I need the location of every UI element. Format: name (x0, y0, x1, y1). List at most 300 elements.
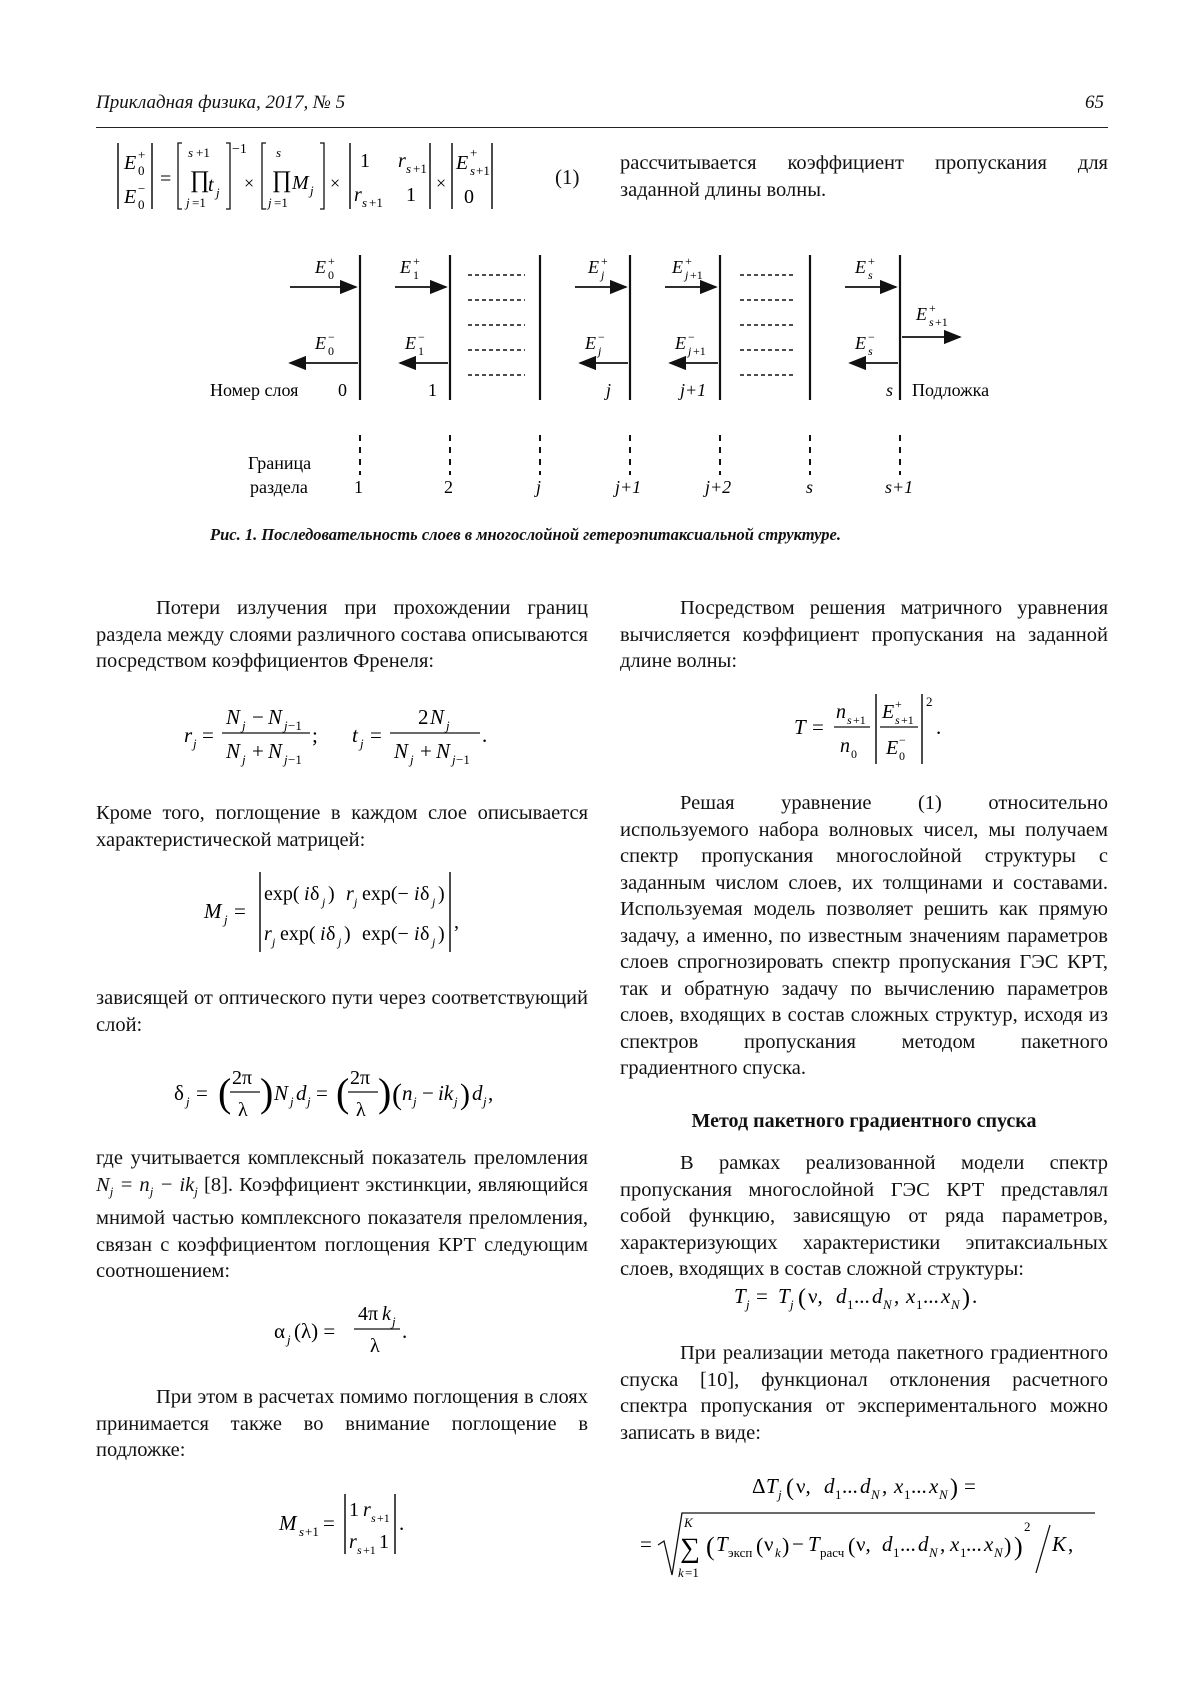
svg-text:j: j (310, 183, 314, 198)
svg-text:+: + (420, 739, 432, 763)
svg-text:E: E (855, 333, 866, 353)
svg-text:=1: =1 (274, 195, 288, 210)
left-paragraph-4 (96, 1145, 588, 1285)
svg-text:j: j (242, 718, 246, 733)
svg-text:α: α (274, 1319, 286, 1343)
svg-text:0: 0 (464, 186, 474, 208)
svg-text:λ: λ (356, 1099, 366, 1121)
paragraph-start: где учитывается комплексный показатель преломления (96, 1147, 588, 1169)
svg-text:j: j (354, 895, 358, 909)
svg-text:=: = (160, 168, 172, 190)
svg-text:j: j (413, 1094, 417, 1109)
svg-text:j: j (454, 1094, 458, 1109)
svg-text:j: j (268, 195, 272, 210)
svg-text:ν,: ν, (856, 1532, 871, 1556)
svg-text:−: − (422, 1081, 434, 1105)
svg-text:1: 1 (418, 344, 424, 358)
svg-text:=: = (323, 1511, 335, 1535)
svg-text:1: 1 (413, 268, 419, 282)
svg-text:ik: ik (438, 1081, 454, 1105)
svg-text:+1: +1 (693, 344, 706, 358)
equation-substrate-matrix (275, 1490, 475, 1560)
svg-text:i: i (320, 923, 326, 945)
right-paragraph-1: Посредством решения матричного уравнения вычисляется коэффициент пропускания на заданной длине волны: (620, 597, 1108, 672)
svg-text:δ: δ (310, 883, 320, 905)
svg-text:k: k (382, 1303, 391, 1325)
layer-row-label: Номер слоя (210, 380, 299, 400)
svg-text:): ) (378, 1070, 392, 1115)
svg-text:2: 2 (926, 694, 933, 709)
svg-text:...: ... (911, 1474, 927, 1498)
svg-text:(: ( (798, 1285, 806, 1311)
paragraph-end: [8]. Коэффициент экстинкции, являющийся мнимой частью комплексного показателя преломления, связан с коэффициентом поглощения КРТ следующим соотношением: (96, 1173, 588, 1283)
svg-text:j: j (287, 1332, 291, 1347)
svg-text:N: N (274, 1081, 289, 1105)
svg-text:=: = (234, 899, 246, 923)
svg-text:x: x (906, 1284, 916, 1308)
svg-text:+: + (895, 697, 902, 711)
svg-text:.: . (482, 723, 488, 747)
boundary-number: s+1 (885, 477, 914, 497)
svg-text:E: E (672, 257, 683, 277)
svg-text:N: N (226, 705, 241, 729)
svg-text:T: T (766, 1474, 778, 1498)
boundary-number: s (806, 477, 814, 497)
svg-text:E: E (585, 333, 596, 353)
svg-text:r: r (363, 1499, 371, 1521)
boundary-number: j (536, 477, 542, 497)
svg-text:s: s (929, 315, 934, 329)
svg-text:δ: δ (420, 883, 430, 905)
svg-text:−1: −1 (232, 142, 247, 157)
svg-text:+: + (413, 254, 420, 268)
svg-text:1: 1 (916, 1297, 923, 1312)
svg-text:,: , (882, 1474, 888, 1498)
svg-text:−1: −1 (456, 752, 470, 767)
svg-text:+1: +1 (377, 1511, 390, 1525)
svg-text:j: j (392, 1314, 396, 1329)
svg-text:1: 1 (960, 1545, 967, 1560)
boundary-row-label-1: Граница (248, 453, 312, 473)
svg-text:,: , (488, 1081, 494, 1105)
svg-text:j: j (360, 736, 364, 751)
left-paragraph-1: Потери излучения при прохождении границ раздела между слоями различного состава описываются посредством коэффициентов Френеля: (96, 597, 588, 672)
svg-text:...: ... (923, 1284, 939, 1308)
svg-text:): ) (460, 1078, 470, 1111)
svg-text:(: ( (848, 1533, 856, 1558)
svg-text:−: − (868, 330, 875, 344)
svg-text:4π: 4π (358, 1303, 379, 1325)
boundary-number: 2 (444, 477, 453, 497)
svg-text:ν,: ν, (808, 1284, 823, 1308)
svg-text:j: j (307, 1094, 311, 1109)
svg-text:,: , (454, 911, 459, 933)
svg-text:): ) (260, 1070, 274, 1115)
figure-caption: Рис. 1. Последовательность слоев в многослойной гетероэпитаксиальной структуре. (210, 525, 841, 544)
svg-text:...: ... (854, 1284, 870, 1308)
svg-text:(λ) =: (λ) = (294, 1319, 336, 1343)
svg-text:T: T (734, 1284, 746, 1308)
svg-text:=1: =1 (192, 195, 206, 210)
svg-text:N: N (929, 1545, 938, 1560)
left-paragraph-2: Кроме того, поглощение в каждом слое описывается характеристической матрицей: (96, 802, 588, 851)
svg-text:j: j (446, 718, 450, 733)
svg-text:d: d (824, 1474, 835, 1498)
svg-text:+1: +1 (690, 268, 703, 282)
svg-text:j: j (186, 195, 190, 210)
svg-text:x: x (941, 1284, 951, 1308)
svg-text:): ) (782, 1533, 790, 1558)
svg-text:d: d (296, 1081, 307, 1105)
svg-text:s: s (357, 1543, 362, 1557)
left-paragraph-5: При этом в расчетах помимо поглощения в слоях принимается также во внимание поглощение в подложке: (96, 1386, 588, 1461)
svg-text:E: E (124, 186, 137, 208)
svg-text:E: E (882, 701, 895, 723)
svg-text:i: i (414, 923, 420, 945)
equation-optical-path (170, 1060, 550, 1130)
layer-number: j (606, 380, 612, 400)
svg-text:j: j (216, 185, 220, 200)
svg-text:M: M (292, 172, 309, 194)
svg-text:+: + (868, 254, 875, 268)
svg-text:ν: ν (764, 1532, 774, 1556)
layer-number: j+1 (680, 380, 707, 400)
svg-text:(: ( (706, 1532, 715, 1561)
svg-text:−: − (899, 733, 906, 747)
right-paragraph-4: При реализации метода пакетного градиентного спуска [10], функционал отклонения расчетного спектра пропускания от экспериментального можно записать в виде: (620, 1342, 1108, 1444)
svg-text:): ) (962, 1285, 970, 1311)
svg-text:+1: +1 (196, 145, 210, 160)
svg-text:λ: λ (238, 1099, 248, 1121)
svg-text:j: j (284, 718, 288, 733)
svg-text:N: N (871, 1487, 880, 1502)
svg-text:1: 1 (904, 1487, 911, 1502)
svg-text:j: j (186, 1094, 190, 1109)
boundary-number: j+2 (705, 477, 732, 497)
svg-text:j: j (598, 344, 602, 358)
svg-text:x: x (894, 1474, 904, 1498)
svg-text:E: E (855, 257, 866, 277)
svg-text:): ) (1014, 1532, 1023, 1561)
svg-text:(: ( (786, 1475, 794, 1501)
section-heading: Метод пакетного градиентного спуска (691, 1110, 1037, 1132)
svg-text:r: r (184, 723, 193, 747)
svg-text:+: + (138, 147, 146, 162)
top-right-text: рассчитывается коэффициент пропускания для заданной длины волны. (620, 152, 1108, 201)
svg-text:0: 0 (899, 749, 905, 763)
svg-text:=: = (202, 723, 214, 747)
svg-text:∑: ∑ (680, 1533, 700, 1564)
layer-number: 1 (428, 380, 437, 400)
svg-text:s: s (868, 344, 873, 358)
svg-text:j: j (284, 752, 288, 767)
svg-text:j: j (685, 268, 689, 282)
svg-text:.: . (972, 1284, 978, 1308)
svg-text:1: 1 (406, 184, 416, 206)
boundary-number: 1 (354, 477, 363, 497)
svg-text:M: M (279, 1511, 297, 1535)
svg-text:=: = (964, 1474, 976, 1498)
svg-text:N: N (268, 705, 283, 729)
svg-text:j: j (452, 752, 456, 767)
svg-text:+1: +1 (935, 315, 948, 329)
svg-text:E: E (588, 257, 599, 277)
svg-text:Δ: Δ (752, 1474, 766, 1498)
svg-text:∏: ∏ (190, 167, 210, 193)
svg-text:j: j (322, 895, 326, 909)
equation-spectrum-function (730, 1275, 1030, 1319)
svg-text:−: − (252, 705, 264, 729)
svg-text:N: N (951, 1297, 960, 1312)
svg-text:exp(−: exp(− (362, 923, 409, 945)
svg-text:K: K (1052, 1532, 1067, 1556)
svg-text:): ) (950, 1475, 958, 1501)
svg-text:0: 0 (138, 197, 145, 212)
svg-text:j: j (224, 912, 228, 927)
svg-text:E: E (315, 333, 326, 353)
svg-text:N: N (430, 705, 445, 729)
svg-text:E: E (886, 737, 899, 759)
svg-text:+: + (252, 739, 264, 763)
svg-text:r: r (349, 1531, 357, 1553)
svg-text:E: E (400, 257, 411, 277)
svg-text:+1: +1 (305, 1524, 319, 1539)
svg-text:K: K (684, 1515, 693, 1530)
svg-text:=: = (812, 715, 824, 739)
svg-text:0: 0 (328, 268, 334, 282)
svg-text:;: ; (312, 723, 318, 747)
svg-text:N: N (436, 739, 451, 763)
svg-text:−1: −1 (288, 718, 302, 733)
svg-text:j: j (432, 895, 436, 909)
svg-text:x: x (929, 1474, 939, 1498)
svg-text:): ) (1004, 1533, 1012, 1558)
svg-text:.: . (402, 1319, 408, 1343)
svg-text:−: − (688, 330, 695, 344)
svg-text:,: , (1068, 1532, 1074, 1556)
svg-text:+: + (470, 145, 478, 160)
svg-text:i: i (304, 883, 310, 905)
svg-text:x: x (950, 1532, 960, 1556)
svg-text:N: N (883, 1297, 892, 1312)
svg-text:r: r (398, 150, 406, 172)
boundary-row-label-2: раздела (250, 477, 308, 497)
svg-text:1: 1 (893, 1545, 900, 1560)
svg-text:0: 0 (328, 344, 334, 358)
svg-text:T: T (778, 1284, 790, 1308)
svg-text:.: . (399, 1511, 405, 1535)
svg-text:j: j (601, 268, 605, 282)
svg-text:j: j (242, 752, 246, 767)
svg-text:0: 0 (138, 163, 145, 178)
equation-fresnel (180, 700, 540, 770)
svg-text:+: + (601, 254, 608, 268)
svg-text:j: j (272, 935, 276, 949)
svg-text:T: T (794, 715, 806, 739)
layer-number: 0 (338, 380, 347, 400)
svg-text:T: T (808, 1532, 820, 1556)
right-paragraph-2: Решая уравнение (1) относительно используемого набора волновых чисел, мы получаем спектр пропускания многослойной структуры с заданным числом слоев, их толщинами и составами. Используемая модель позволяет решить как прямую задачу, а именно, по известным значениям параметров слоев спрогнозировать спектр пропускания ГЭС КРТ, так и обратную задачу по вычислению параметров слоев, входящих в состав сложных структур, исходя из спектров пропускания методом пакетного градиентного спуска. (620, 792, 1108, 1079)
svg-text:=: = (370, 723, 382, 747)
svg-text:0: 0 (851, 747, 857, 761)
svg-text:s: s (406, 161, 412, 176)
svg-text:T: T (716, 1532, 728, 1556)
svg-text:d: d (872, 1284, 883, 1308)
svg-text:): ) (328, 883, 335, 905)
equation-characteristic-matrix (200, 868, 520, 958)
svg-text:N: N (226, 739, 241, 763)
svg-text:2: 2 (1024, 1519, 1031, 1534)
svg-text:расч: расч (820, 1545, 845, 1560)
svg-text:s: s (470, 163, 476, 178)
svg-text:r: r (354, 184, 362, 206)
svg-text:...: ... (966, 1532, 982, 1556)
svg-text:+1: +1 (363, 1543, 376, 1557)
svg-text:s: s (868, 268, 873, 282)
svg-text:эксп: эксп (728, 1545, 753, 1560)
svg-text:E: E (675, 333, 686, 353)
equation-1 (110, 135, 610, 215)
svg-text:1: 1 (835, 1487, 842, 1502)
svg-text:+1: +1 (413, 161, 427, 176)
svg-text:t: t (352, 723, 358, 747)
svg-text:=: = (196, 1081, 208, 1105)
svg-text:δ: δ (420, 923, 430, 945)
svg-text:δ: δ (326, 923, 336, 945)
svg-text:k: k (678, 1565, 684, 1580)
svg-text:E: E (124, 152, 137, 174)
svg-text:j: j (483, 1094, 487, 1109)
boundary-dashes (360, 435, 900, 475)
svg-text:...: ... (900, 1532, 916, 1556)
svg-text:(: ( (218, 1070, 232, 1115)
svg-text:2: 2 (418, 705, 429, 729)
svg-text:1: 1 (847, 1297, 854, 1312)
svg-text:−: − (792, 1532, 804, 1556)
svg-text:i: i (414, 883, 420, 905)
svg-text:−: − (418, 330, 425, 344)
svg-text:s: s (188, 145, 194, 160)
svg-text:1: 1 (360, 150, 370, 172)
svg-text:=: = (316, 1081, 328, 1105)
svg-text:exp(: exp( (280, 923, 316, 945)
svg-text:s: s (895, 713, 900, 727)
svg-text:...: ... (842, 1474, 858, 1498)
left-paragraph-3: зависящей от оптического пути через соответствующий слой: (96, 987, 588, 1036)
substrate-label: Подложка (912, 380, 990, 400)
svg-text:+1: +1 (901, 713, 914, 727)
svg-text:−: − (328, 330, 335, 344)
boundary-number: j+1 (615, 477, 642, 497)
svg-text:s: s (362, 195, 368, 210)
svg-text:+: + (328, 254, 335, 268)
svg-text:s: s (276, 145, 282, 160)
boundary-numbers (354, 477, 913, 497)
svg-text:E: E (315, 257, 326, 277)
svg-text:=1: =1 (685, 1565, 699, 1580)
svg-text:j: j (290, 1094, 294, 1109)
svg-text:−1: −1 (288, 752, 302, 767)
svg-text:E: E (405, 333, 416, 353)
svg-text:−: − (138, 181, 146, 196)
svg-text:+1: +1 (853, 713, 866, 727)
svg-text:r: r (346, 883, 354, 905)
svg-text:.: . (936, 715, 942, 739)
right-paragraph-3: В рамках реализованной модели спектр пропускания многослойной ГЭС КРТ представлял собой функцию, зависящую от ряда параметров, характеризующих характеристики эпитаксиальных слоев, входящих в состав сложной структуры: (620, 1152, 1108, 1280)
svg-text:(: ( (756, 1533, 764, 1558)
svg-text:): ) (344, 923, 351, 945)
svg-text:): ) (438, 923, 445, 945)
svg-text:r: r (264, 923, 272, 945)
svg-text:ν,: ν, (796, 1474, 811, 1498)
svg-text:d: d (472, 1081, 483, 1105)
header-rule (96, 127, 1108, 128)
svg-text:+1: +1 (476, 163, 490, 178)
svg-text:+: + (929, 301, 936, 315)
svg-text:1: 1 (349, 1499, 359, 1521)
svg-text:k: k (775, 1545, 781, 1560)
svg-text:d: d (882, 1532, 893, 1556)
svg-text:j: j (790, 1297, 794, 1312)
svg-text:=: = (756, 1284, 768, 1308)
svg-text:×: × (330, 173, 341, 193)
svg-text:δ: δ (174, 1081, 184, 1105)
svg-text:N: N (939, 1487, 948, 1502)
svg-text:E: E (916, 304, 927, 324)
svg-text:+1: +1 (369, 195, 383, 210)
svg-text:j: j (432, 935, 436, 949)
omitted-layers (468, 275, 795, 375)
svg-text:N: N (994, 1545, 1003, 1560)
svg-text:2π: 2π (232, 1067, 253, 1089)
svg-text:j: j (410, 752, 414, 767)
svg-text:j: j (746, 1297, 750, 1312)
svg-text:×: × (436, 173, 447, 193)
svg-text:=: = (640, 1532, 652, 1556)
svg-text:t: t (208, 174, 214, 196)
layer-number: s (886, 380, 894, 400)
svg-text:d: d (836, 1284, 847, 1308)
svg-text:n: n (402, 1081, 413, 1105)
svg-text:): ) (438, 883, 445, 905)
equation-deviation-functional (640, 1465, 1110, 1585)
svg-text:n: n (840, 735, 850, 757)
svg-text:j: j (688, 344, 692, 358)
svg-text:N: N (394, 739, 409, 763)
figure-1-diagram (0, 245, 1200, 510)
svg-text:∏: ∏ (272, 167, 292, 193)
page-number: 65 (1085, 92, 1104, 113)
svg-text:s: s (299, 1524, 305, 1539)
equation-absorption (270, 1300, 470, 1360)
svg-text:,: , (894, 1284, 900, 1308)
svg-text:exp(: exp( (264, 883, 300, 905)
svg-text:(: ( (336, 1070, 350, 1115)
svg-text:exp(−: exp(− (362, 883, 409, 905)
svg-text:2π: 2π (350, 1067, 371, 1089)
equation-1-number: (1) (555, 165, 580, 189)
svg-text:j: j (193, 736, 197, 751)
svg-text:1: 1 (379, 1531, 389, 1553)
svg-text:s: s (847, 713, 852, 727)
svg-text:d: d (918, 1532, 929, 1556)
svg-text:M: M (204, 899, 222, 923)
svg-text:λ: λ (370, 1335, 380, 1357)
svg-text:x: x (984, 1532, 994, 1556)
svg-text:E: E (456, 152, 469, 174)
svg-text:(: ( (392, 1078, 402, 1111)
complex-index-inline-formula: $N_j = n_j - ik_j$ (96, 1173, 198, 1199)
